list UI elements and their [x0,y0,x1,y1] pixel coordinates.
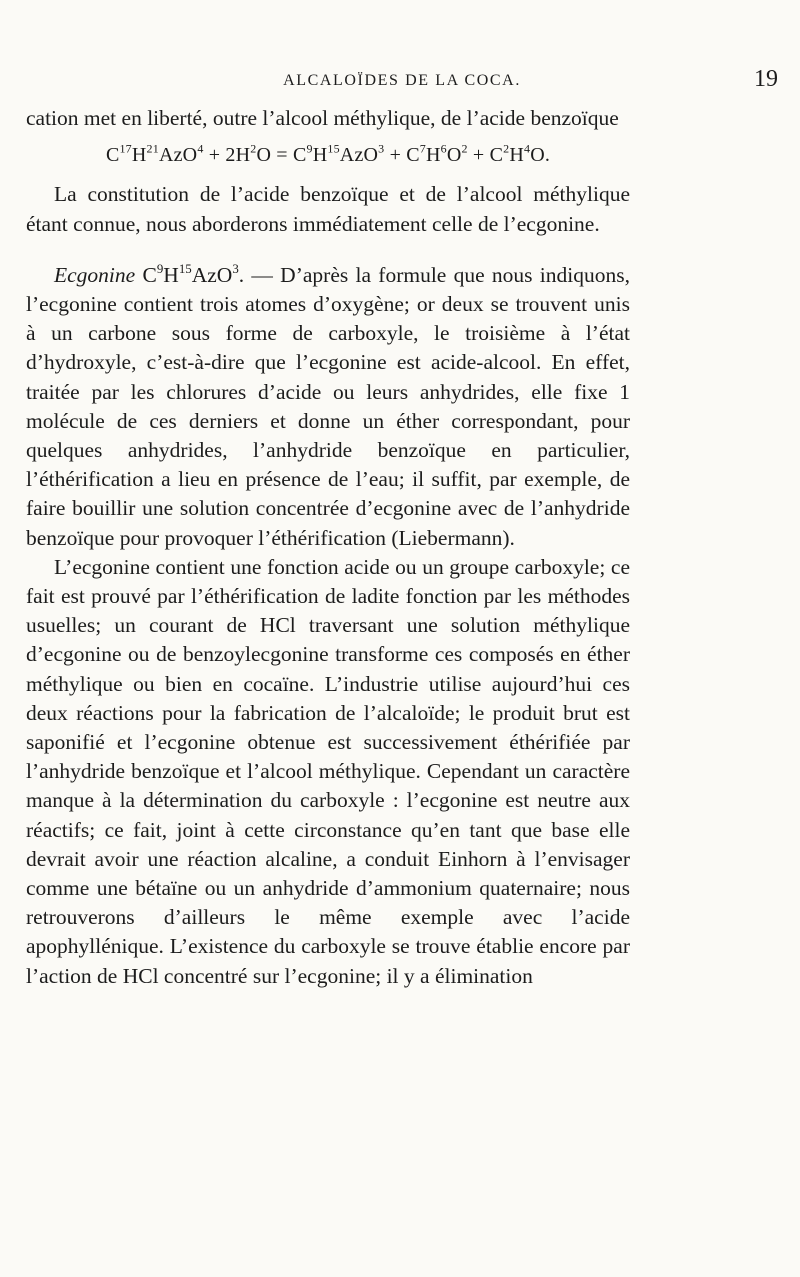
paragraph-constitution: La constitution de l’acide benzoïque et de l’alcool méthylique étant connue, nous aborderons immédiatement celle de l’ecgonine. [26,182,630,236]
chemical-equation: $C^{17}H^{21}AzO^4 + 2H^2O = C^9H^{15}AzO^3 + C^7H^6O^2 + C^2H^4O$. [105,141,551,167]
running-title: ALCALOÏDES DE LA COCA. [283,72,521,89]
page-number: 19 [754,66,778,92]
page-body [26,104,630,991]
paragraph-carboxyle: L’ecgonine contient une fonction acide ou un groupe carboxyle; ce fait est prouvé par l’éthérification de ladite fonction par les méthodes usuelles; un courant de HCl traversant une solution méthylique d’ecgonine ou de benzoylecgonine transforme ces composés en éther méthylique ou bien en cocaïne. L’industrie utilise aujourd’hui ces deux réactions pour la fabrication de l’alcaloïde; le produit brut est saponifié et l’ecgonine obtenue est successivement éthérifiée par l’anhydride benzoïque et l’alcool méthylique. Cependant un caractère manque à la détermination du carboxyle : l’ecgonine est neutre aux réactifs; ce fait, joint à cette circonstance qu’en tant que base elle devrait avoir une réaction alcaline, a conduit Einhorn à l’envisager comme une bétaïne ou un anhydride d’ammonium quaternaire; nous retrouverons d’ailleurs le même exemple avec l’acide apophyllénique. L’existence du carboxyle se trouve établie encore par l’action de HCl concentré sur l’ecgonine; il y a élimination [26,554,630,988]
running-header [26,66,778,96]
paragraph-ecgonine: Ecgonine $C^9H^{15}AzO^3$. — D’après la formule que nous indiquons, l’ecgonine contient trois atomes d’oxygène; or deux se trouvent unis à un carbone sous forme de carboxyle, le troisième à l’état d’hydroxyle, c’est-à-dire que l’ecgonine est acide-alcool. En effet, traitée par les chlorures d’acide ou leurs anhydrides, elle fixe 1 molécule de ces derniers et donne un éther correspondant, pour quelques anhydrides, l’anhydride benzoïque en particulier, l’éthérification a lieu en présence de l’eau; il suffit, par exemple, de faire bouillir une solution concentrée d’ecgonine avec de l’anhydride benzoïque pour provoquer l’éthérification (Liebermann). [26,261,630,550]
section-title: Ecgonine [54,262,136,287]
paragraph-continuation: cation met en liberté, outre l’alcool méthylique, de l’acide benzoïque [26,106,619,130]
